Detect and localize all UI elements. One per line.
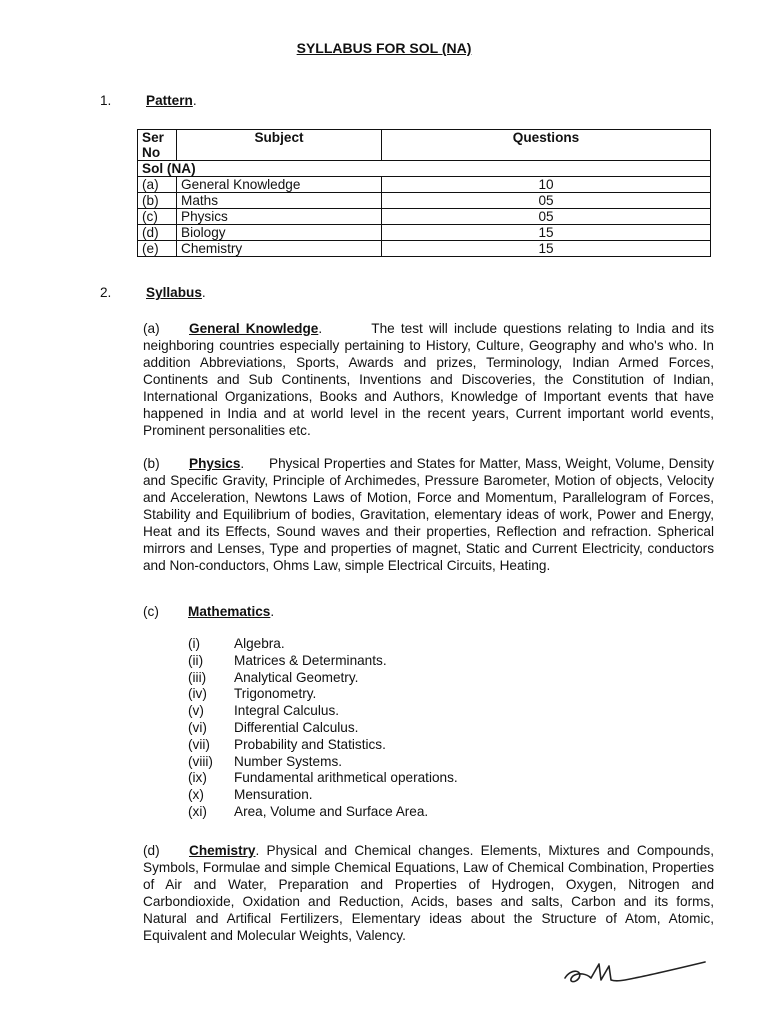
section-1-heading-wrap: Pattern. <box>146 93 197 108</box>
header-questions: Questions <box>382 130 711 161</box>
row-questions: 15 <box>382 241 711 257</box>
item-text: Trigonometry. <box>234 686 317 702</box>
table-group-row <box>138 161 711 177</box>
maths-heading: Mathematics <box>188 604 271 619</box>
item-number: (iii) <box>188 669 207 685</box>
row-questions: 15 <box>382 225 711 241</box>
item-text: Algebra. <box>234 636 285 651</box>
group-label: Sol (NA) <box>138 161 711 177</box>
item-number: (vii) <box>188 736 210 752</box>
chemistry-label: (d) <box>143 843 160 858</box>
list-item <box>188 804 458 821</box>
item-number: (x) <box>188 787 204 803</box>
table-header-row <box>138 130 711 161</box>
chemistry-paragraph: (d) Chemistry. Physical and Chemical changes. Elements, Mixtures and Compounds, Symbols, Formulae and simple Chemical Equations, Law of Chemical Combination, Properties of Air and Water, Preparation and Properties of Hydrogen, Oxygen, Nitrogen and Carbondioxide, Oxidation and Reduction, Acids, bases and salts, Carbon and its forms, Natural and Artifical Fertilizers, Elementary ideas about the Structure of Atom, Atomic, Equivalent and Molecular Weights, Valency. <box>143 843 714 943</box>
row-ser: (a) <box>138 177 177 193</box>
physics-paragraph: (b) Physics. Physical Properties and States for Matter, Mass, Weight, Volume, Density and Specific Gravity, Principle of Archimedes, Pressure Barometer, Motion of objects, Velocity and Acceleration, Newtons Laws of Motion, Force and Momentum, Parallelogram of Forces, Stability and Equilibrium of bodies, Gravitation, elementary ideas of work, Power and Energy, Heat and its Effects, Sound waves and their properties, Reflection and refraction. Spherical mirrors and Lenses, Type and properties of magnet, Static and Current Electricity, conductors and Non-conductors, Ohms Law, simple Electrical Circuits, Heating. <box>143 456 714 573</box>
gk-label: (a) <box>143 321 160 336</box>
item-text: Matrices & Determinants. <box>234 652 387 668</box>
item-number: (ii) <box>188 652 204 668</box>
item-number: (viii) <box>188 753 213 769</box>
signature-icon <box>555 950 715 990</box>
row-ser: (c) <box>138 209 177 225</box>
list-item <box>188 636 458 653</box>
list-item <box>188 703 458 720</box>
row-ser: (b) <box>138 193 177 209</box>
item-number: (i) <box>188 636 201 651</box>
maths-label: (c) <box>143 604 159 619</box>
list-item <box>188 686 458 703</box>
item-text: Number Systems. <box>234 753 343 769</box>
list-item <box>188 720 458 737</box>
item-number: (ix) <box>188 770 207 786</box>
gk-heading: General Knowledge <box>189 321 319 336</box>
item-text: Analytical Geometry. <box>234 669 359 685</box>
item-number: (iv) <box>188 686 207 702</box>
list-item <box>188 787 458 804</box>
item-text: Fundamental arithmetical operations. <box>234 770 458 786</box>
row-questions: 05 <box>382 193 711 209</box>
pattern-table <box>137 129 711 257</box>
header-ser-no: Ser No <box>138 130 177 161</box>
header-subject: Subject <box>177 130 382 161</box>
chemistry-text: Physical and Chemical changes. Elements, Mixtures and Compounds, Symbols, Formulae and simple Chemical Equations, Law of Chemical Combination, Properties of Air and Water, Preparation and Properties of Hydrogen, Oxygen, Nitrogen and Carbondioxide, Oxidation and Reduction, Acids, bases and salts, Carbon and its forms, Natural and Artifical Fertilizers, Elementary ideas about the Structure of Atom, Atomic, Equivalent and Molecular Weights, Valency. <box>143 843 714 943</box>
item-text: Differential Calculus. <box>234 719 359 735</box>
maths-heading-wrap: Mathematics. <box>188 604 275 619</box>
row-questions: 05 <box>382 209 711 225</box>
row-questions: 10 <box>382 177 711 193</box>
section-2-number: 2. <box>100 285 112 300</box>
section-2-heading: Syllabus <box>146 285 202 300</box>
row-subject: Biology <box>177 225 382 241</box>
chemistry-heading: Chemistry <box>189 843 256 858</box>
row-subject: Physics <box>177 209 382 225</box>
list-item <box>188 754 458 771</box>
physics-label: (b) <box>143 456 160 471</box>
table-row <box>138 177 711 193</box>
table-row <box>138 225 711 241</box>
physics-heading: Physics <box>189 456 241 471</box>
list-item <box>188 670 458 687</box>
row-ser: (e) <box>138 241 177 257</box>
item-text: Area, Volume and Surface Area. <box>234 803 429 819</box>
table-row <box>138 209 711 225</box>
table-row <box>138 241 711 257</box>
list-item <box>188 770 458 787</box>
item-text: Mensuration. <box>234 787 313 803</box>
physics-text: Physical Properties and States for Matter, Mass, Weight, Volume, Density and Specific Gravity, Principle of Archimedes, Pressure Barometer, Motion of objects, Velocity and Acceleration, Newtons Laws of Motion, Force and Momentum, Parallelogram of Forces, Stability and Equilibrium of bodies, Gravitation, elementary ideas of work, Power and Energy, Heat and its Effects, Sound waves and their properties, Reflection and refraction. Spherical mirrors and Lenses, Type and properties of magnet, Static and Current Electricity, conductors and Non-conductors, Ohms Law, simple Electrical Circuits, Heating. <box>143 456 714 573</box>
maths-topic-list <box>188 636 458 821</box>
section-1-heading: Pattern <box>146 93 193 108</box>
item-text: Integral Calculus. <box>234 703 340 719</box>
row-ser: (d) <box>138 225 177 241</box>
gk-paragraph: (a) General Knowledge. The test will include questions relating to India and its neighboring countries especially pertaining to History, Culture, Geography and who's who. In addition Abbreviations, Sports, Awards and prizes, Terminology, Indian Armed Forces, Continents and Sub Continents, Inventions and Discoveries, the Constitution of Indian, International Organizations, Books and Authors, Knowledge of Important events that have happened in India and at world level in the recent years, Current important world events, Prominent personalities etc. <box>143 321 715 438</box>
item-number: (xi) <box>188 803 207 819</box>
table-row <box>138 193 711 209</box>
section-2-heading-wrap: Syllabus. <box>146 285 206 300</box>
row-subject: Chemistry <box>177 241 382 257</box>
list-item <box>188 737 458 754</box>
item-text: Probability and Statistics. <box>234 736 386 752</box>
item-number: (vi) <box>188 719 207 735</box>
section-1-number: 1. <box>100 93 112 108</box>
item-number: (v) <box>188 703 204 719</box>
list-item <box>188 653 458 670</box>
row-subject: General Knowledge <box>177 177 382 193</box>
row-subject: Maths <box>177 193 382 209</box>
page-title: SYLLABUS FOR SOL (NA) <box>296 40 472 56</box>
gk-text: The test will include questions relating to India and its neighboring countries especially pertaining to History, Culture, Geography and who's who. In addition Abbreviations, Sports, Awards and prizes, Terminology, Indian Armed Forces, Continents and Sub Continents, Inventions and Discoveries, the Constitution of Indian, International Organizations, Books and Authors, Knowledge of Important events that have happened in India and at world level in the recent years, Current important world events, Prominent personalities etc. <box>143 321 715 438</box>
